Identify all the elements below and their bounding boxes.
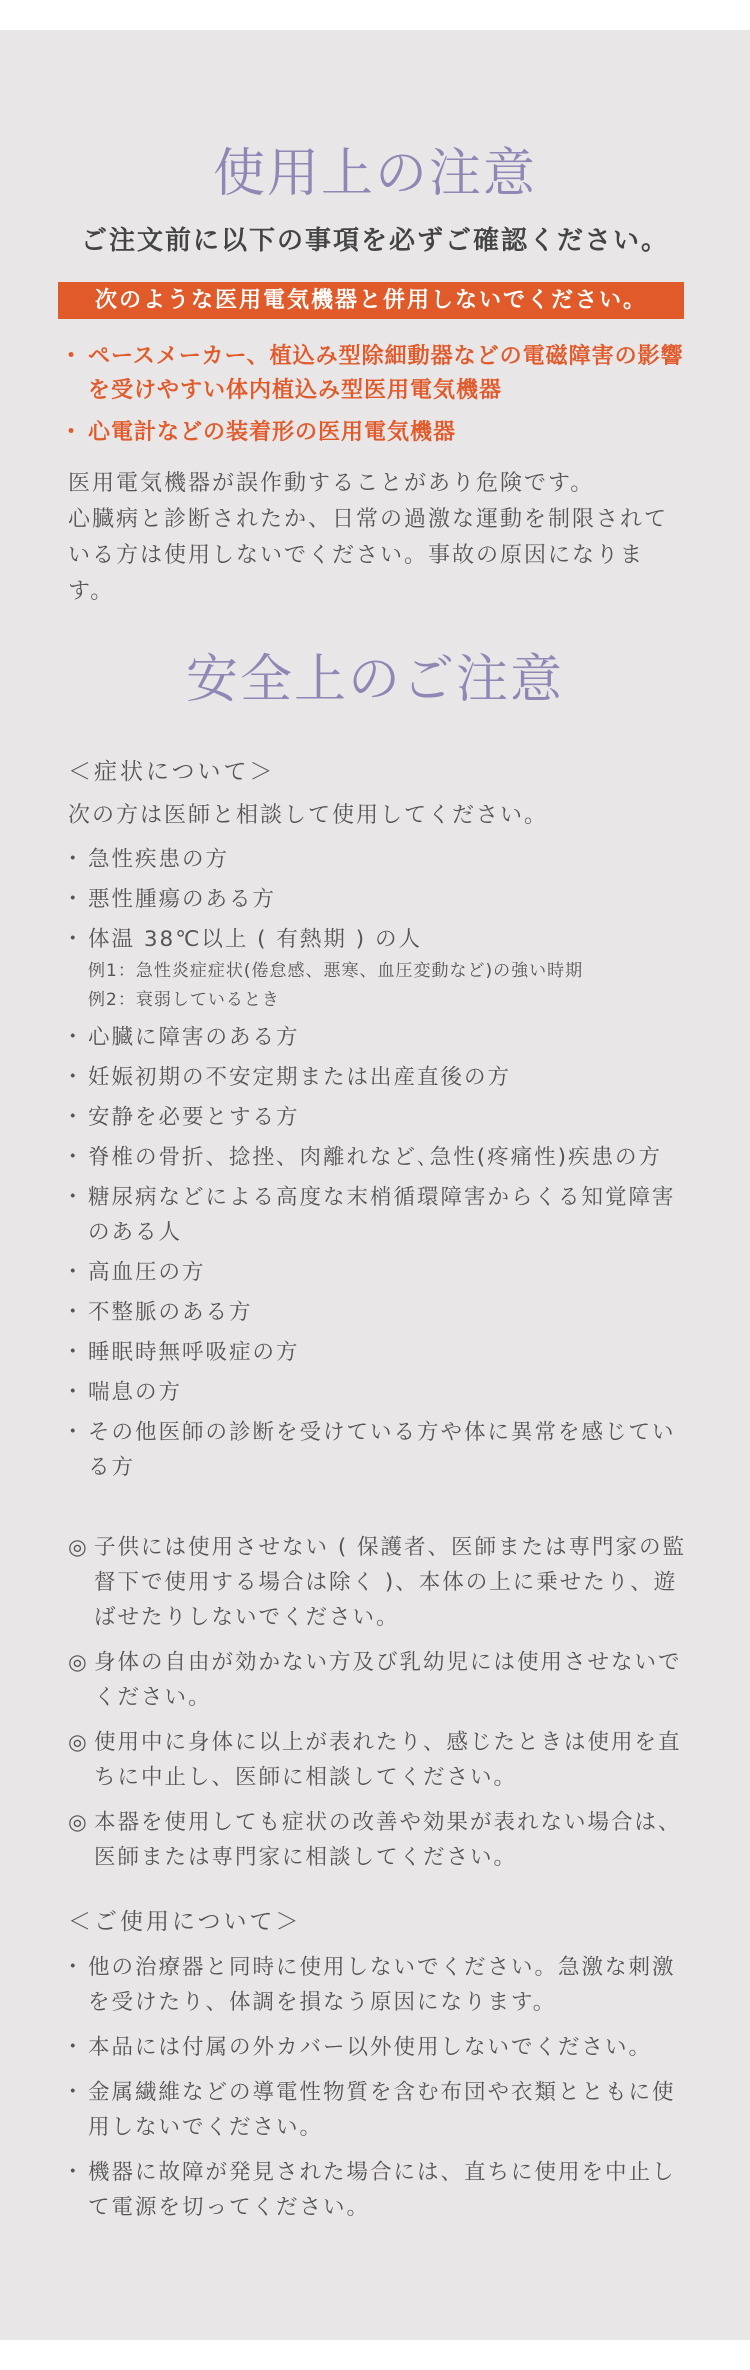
usage-item: ・ 本品には付属の外カバー以外使用しないでください。 — [68, 2030, 693, 2065]
usage-list — [68, 1950, 693, 2235]
caution-list — [68, 1530, 693, 1885]
usage-heading: ＜ご使用について＞ — [68, 1909, 302, 1935]
caution-item: ◎ 使用中に身体に以上が表れたり、感じたときは使用を直ちに中止し、医師に相談してください。 — [68, 1725, 693, 1795]
symptom-example-1: 例1：急性炎症症状(倦怠感、悪寒、血圧変動など)の強い時期 — [88, 961, 584, 981]
notice-page — [0, 30, 750, 2340]
usage-item: ・ 機器に故障が発見された場合には、直ちに使用を中止して電源を切ってください。 — [68, 2155, 693, 2225]
symptom-item: ・ 糖尿病などによる高度な末梢循環障害からくる知覚障害のある人 — [68, 1180, 693, 1250]
safety-title: 安全上のご注意 — [172, 648, 578, 712]
symptoms-heading: ＜症状について＞ — [68, 759, 276, 785]
warning-item: ・ 心電計などの装着形の医用電気機器 — [66, 416, 696, 450]
symptom-item: ・ 脊椎の骨折、捻挫、肉離れなど､急性(疼痛性)疾患の方 — [68, 1140, 693, 1175]
usage-title: 使用上の注意 — [199, 142, 551, 206]
warning-item: ・ ペースメーカー、植込み型除細動器などの電磁障害の影響を受けやすい体内植込み型医用電気機器 — [66, 340, 696, 408]
heart-disease-text: 心臓病と診断されたか、日常の過激な運動を制限されている方は使用しないでください。事故の原因になります。 — [68, 507, 669, 604]
symptom-example-2: 例2：衰弱しているとき — [88, 990, 280, 1010]
symptom-item: ・ 高血圧の方 — [68, 1255, 693, 1290]
warning-list — [66, 340, 696, 458]
usage-item: ・ 他の治療器と同時に使用しないでください。急激な刺激を受けたり、体調を損なう原因になります。 — [68, 1950, 693, 2020]
symptoms-intro: 次の方は医師と相談して使用してください。 — [68, 803, 549, 828]
symptom-item: ・ 不整脈のある方 — [68, 1295, 693, 1330]
symptom-item: ・ 体温 38℃以上 ( 有熱期 ) の人 例1：急性炎症症状(倦怠感、悪寒、血圧変動など)の強い時期 例2：衰弱しているとき — [68, 922, 693, 1015]
safety-title-wrap — [0, 648, 750, 712]
symptom-item: ・ 悪性腫瘍のある方 — [68, 882, 693, 917]
symptom-item: ・ 喘息の方 — [68, 1375, 693, 1410]
warning-banner: 次のような医用電気機器と併用しないでください。 — [58, 282, 684, 319]
usage-item: ・ 金属繊維などの導電性物質を含む布団や衣類とともに使用しないでください。 — [68, 2075, 693, 2145]
symptom-item: ・ 心臓に障害のある方 — [68, 1020, 693, 1055]
symptom-item: ・ その他医師の診断を受けている方や体に異常を感じている方 — [68, 1415, 693, 1485]
symptom-item: ・ 急性疾患の方 — [68, 842, 693, 877]
caution-item: ◎ 子供には使用させない ( 保護者、医師または専門家の監督下で使用する場合は除く )、本体の上に乗せたり、遊ばせたりしないでください。 — [68, 1530, 693, 1635]
symptom-item: ・ 安静を必要とする方 — [68, 1100, 693, 1135]
symptoms-list — [68, 842, 693, 1490]
symptom-item: ・ 妊娠初期の不安定期または出産直後の方 — [68, 1060, 693, 1095]
lead-text: ご注文前に以下の事項を必ずご確認ください。 — [80, 226, 669, 256]
danger-text: 医用電気機器が誤作動することがあり危険です。 — [68, 471, 595, 496]
usage-title-wrap — [0, 142, 750, 206]
caution-item: ◎ 本器を使用しても症状の改善や効果が表れない場合は、医師または専門家に相談してください。 — [68, 1805, 693, 1875]
caution-item: ◎ 身体の自由が効かない方及び乳幼児には使用させないでください。 — [68, 1645, 693, 1715]
symptom-item: ・ 睡眠時無呼吸症の方 — [68, 1335, 693, 1370]
